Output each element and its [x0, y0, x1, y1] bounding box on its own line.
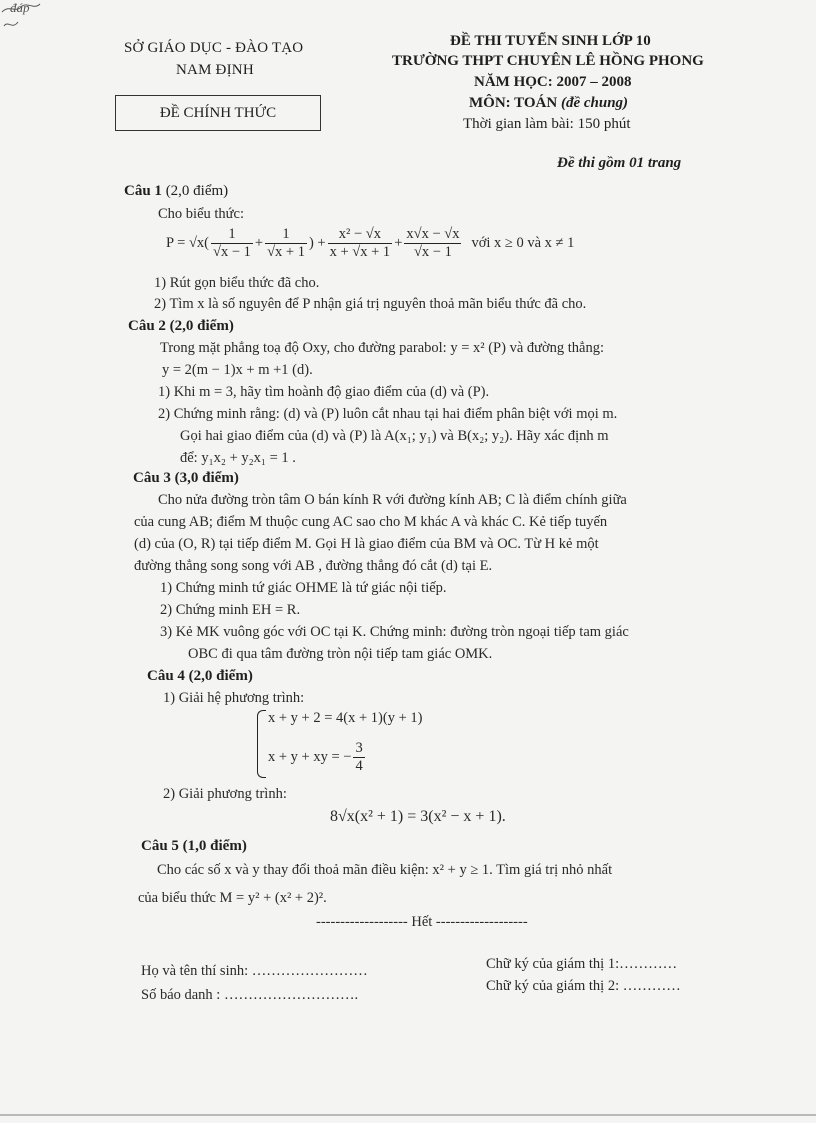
formula-condition: với x ≥ 0 và x ≠ 1 — [471, 235, 575, 251]
subject-prefix: MÔN: TOÁN — [469, 95, 558, 111]
fraction-4-num: x√x − √x — [406, 226, 460, 242]
q3-item-3: 3) Kẻ MK vuông góc với OC tại K. Chứng minh: đường tròn ngoại tiếp tam giác — [160, 624, 629, 640]
q3-line-1: Cho nửa đường tròn tâm O bán kính R với đường kính AB; C là điểm chính giữa — [158, 492, 627, 508]
q2-title: Câu 2 (2,0 điểm) — [128, 318, 234, 334]
q4-title: Câu 4 (2,0 điểm) — [147, 668, 253, 684]
candidate-number: Số báo danh : ………………………. — [141, 987, 359, 1003]
q4-equation-1: x + y + 2 = 4(x + 1)(y + 1) — [268, 710, 423, 726]
q2-line-2: y = 2(m − 1)x + m +1 (d). — [162, 362, 313, 378]
q1-points: (2,0 điểm) — [165, 183, 229, 199]
q1-item-1: 1) Rút gọn biểu thức đã cho. — [154, 275, 320, 291]
q1-title: Câu 1 — [124, 183, 162, 199]
q3-item-2: 2) Chứng minh EH = R. — [160, 602, 301, 618]
q3-title: Câu 3 (3,0 điểm) — [133, 470, 239, 486]
subject — [469, 95, 628, 112]
q4-equation-2 — [268, 740, 367, 775]
fraction-1-num: 1 — [211, 226, 253, 244]
q4-fraction — [353, 740, 364, 775]
q2-item-1: 1) Khi m = 3, hãy tìm hoành độ giao điểm của (d) và (P). — [158, 384, 490, 400]
q5-line-2: của biểu thức M = y² + (x² + 2)². — [138, 890, 327, 906]
fraction-3 — [328, 226, 393, 261]
province-name: NAM ĐỊNH — [176, 62, 254, 78]
q3-line-3: (d) của (O, R) tại tiếp điểm M. Gọi H là giao điểm của BM và OC. Từ H kẻ một — [134, 536, 599, 552]
fraction-2-num: 1 — [265, 226, 307, 244]
q3-line-4: đường thẳng song song với AB , đường thẳng đó cắt (d) tại E. — [134, 558, 493, 574]
fraction-4 — [404, 226, 461, 261]
formula-p: P = √x( — [166, 235, 209, 251]
q1-heading — [124, 183, 228, 200]
candidate-name: Họ và tên thí sinh: …………………… — [141, 963, 368, 979]
q5-line-1: Cho các số x và y thay đổi thoả mãn điều kiện: x² + y ≥ 1. Tìm giá trị nhỏ nhất — [157, 862, 613, 878]
corner-scribble-text: đáp — [10, 0, 30, 15]
q5-title: Câu 5 (1,0 điểm) — [141, 838, 247, 854]
school-year: NĂM HỌC: 2007 – 2008 — [474, 74, 632, 90]
supervisor-2-signature: Chữ ký của giám thị 2: ………… — [486, 978, 681, 994]
q4-item-1: 1) Giải hệ phương trình: — [163, 690, 305, 706]
q2-line-4: để: y₁x₂ + y₂x₁ = 1 . — [180, 450, 296, 466]
q1-formula — [166, 226, 574, 261]
fraction-2 — [265, 226, 307, 261]
q2-item-2: 2) Chứng minh rằng: (d) và (P) luôn cắt nhau tại hai điểm phân biệt với mọi m. — [158, 406, 618, 422]
exam-title: ĐỀ THI TUYỂN SINH LỚP 10 — [450, 33, 651, 49]
school-name: TRƯỜNG THPT CHUYÊN LÊ HỒNG PHONG — [392, 53, 704, 69]
formula-plus-2: + — [394, 235, 403, 251]
page-count: Đề thi gồm 01 trang — [557, 155, 682, 171]
fraction-2-den: √x + 1 — [267, 244, 305, 260]
fraction-1-den: √x − 1 — [213, 244, 251, 260]
q1-item-2: 2) Tìm x là số nguyên để P nhận giá trị nguyên thoả mãn biểu thức đã cho. — [154, 296, 587, 312]
formula-close: ) + — [308, 235, 326, 251]
fraction-4-den: √x − 1 — [413, 244, 452, 260]
q4-item-2: 2) Giải phương trình: — [163, 786, 287, 802]
system-brace — [257, 710, 266, 778]
supervisor-1-signature: Chữ ký của giám thị 1:………… — [486, 956, 678, 972]
q2-line-1: Trong mặt phẳng toạ độ Oxy, cho đường parabol: y = x² (P) và đường thẳng: — [160, 340, 605, 356]
q4-fraction-num: 3 — [355, 740, 363, 756]
subject-note: (đề chung) — [560, 95, 629, 111]
q4-equation-3: 8√x(x² + 1) = 3(x² − x + 1). — [330, 808, 506, 825]
q2-line-3: Gọi hai giao điểm của (d) và (P) là A(x₁; y₁) và B(x₂; y₂). Hãy xác định m — [180, 428, 609, 444]
fraction-3-num: x² − √x — [328, 226, 393, 244]
official-exam-box: ĐỀ CHÍNH THỨC — [115, 95, 321, 131]
q4-equation-2-left: x + y + xy = − — [268, 749, 352, 765]
formula-plus-1: + — [254, 235, 264, 251]
end-marker: ------------------- Hết ------------------- — [316, 914, 528, 930]
q4-fraction-den: 4 — [355, 758, 363, 774]
fraction-1 — [211, 226, 253, 261]
q3-item-1: 1) Chứng minh tứ giác OHME là tứ giác nội tiếp. — [160, 580, 447, 596]
scan-edge-line — [0, 1114, 816, 1116]
department-name: SỞ GIÁO DỤC - ĐÀO TẠO — [124, 40, 304, 56]
corner-scribble — [0, 0, 60, 60]
q3-line-2: của cung AB; điểm M thuộc cung AC sao cho M khác A và khác C. Kẻ tiếp tuyến — [134, 514, 608, 530]
q3-item-3-cont: OBC đi qua tâm đường tròn nội tiếp tam giác OMK. — [188, 646, 493, 662]
exam-time: Thời gian làm bài: 150 phút — [463, 116, 631, 132]
q1-intro: Cho biểu thức: — [158, 206, 244, 222]
fraction-3-den: x + √x + 1 — [329, 244, 391, 260]
